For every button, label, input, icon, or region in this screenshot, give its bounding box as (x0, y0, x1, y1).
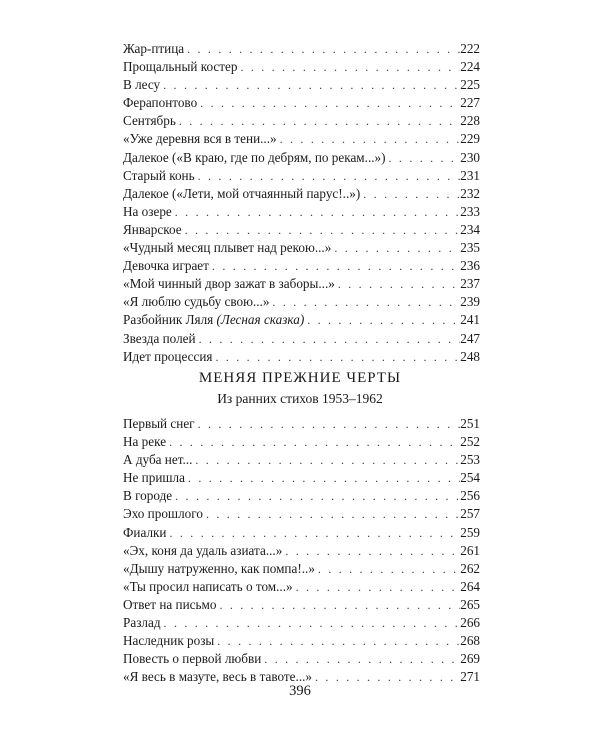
toc-entry-title-text: Разбойник Ляля (123, 312, 214, 328)
toc-dot-leader (179, 112, 460, 130)
toc-entry-title-text: Старый конь (123, 167, 195, 183)
toc-entry-title-text: «Мой чинный двор зажат в заборы...» (123, 276, 335, 292)
toc-entry (123, 433, 480, 451)
toc-entry-title (123, 94, 200, 112)
toc-entry-title-text: Далекое («В краю, где по дебрям, по рекам...») (123, 149, 386, 165)
toc-entry-page: 265 (460, 596, 480, 612)
toc-entry-title-text: Далекое («Лети, мой отчаянный парус!..») (123, 185, 361, 201)
toc-entry-title (123, 578, 296, 596)
toc-entry (123, 614, 480, 632)
toc-dot-leader (272, 293, 460, 311)
toc-entry-title (123, 415, 198, 433)
toc-dot-leader (199, 330, 461, 348)
toc-dot-leader (195, 451, 460, 469)
toc-entry-page: 231 (460, 167, 480, 183)
toc-entry-title (123, 650, 264, 668)
toc-entry-title-text: Эхо прошлого (123, 506, 203, 522)
toc-entry-title (123, 311, 307, 329)
toc-list-part2 (123, 415, 480, 686)
toc-entry-page: 251 (460, 416, 480, 431)
toc-entry-title-text: Прощальный костер (123, 59, 238, 75)
toc-entry (123, 293, 480, 311)
toc-entry-title-text: На реке (123, 434, 167, 450)
toc-entry-title-text: Первый снег (123, 416, 195, 431)
toc-entry-page: 256 (460, 488, 480, 504)
toc-entry-page: 261 (460, 542, 480, 558)
toc-entry (123, 94, 480, 112)
toc-dot-leader (280, 130, 461, 148)
toc-entry-title-text: Повесть о первой любви (123, 651, 262, 667)
toc-entry (123, 348, 480, 366)
toc-entry-page: 252 (460, 434, 480, 450)
toc-entry-title (123, 149, 389, 167)
toc-entry (123, 632, 480, 650)
toc-entry (123, 167, 480, 185)
toc-entry-title (123, 239, 334, 257)
toc-entry-title (123, 614, 164, 632)
toc-entry-title (123, 40, 187, 58)
toc-entry-page: 228 (460, 113, 480, 129)
toc-entry (123, 650, 480, 668)
section-subtitle: Из ранних стихов 1953–1962 (217, 391, 383, 406)
toc-entry-page: 259 (460, 524, 480, 540)
toc-entry-title-text: «Дышу натруженно, как помпа!..» (123, 560, 315, 576)
toc-entry-title (123, 560, 318, 578)
toc-entry (123, 311, 480, 329)
page-number: 396 (289, 683, 311, 699)
toc-dot-leader (175, 203, 460, 221)
toc-dot-leader (163, 76, 460, 94)
toc-entry-page: 269 (460, 651, 480, 667)
toc-entry-page: 227 (460, 95, 480, 111)
toc-entry (123, 130, 480, 148)
toc-dot-leader (217, 632, 460, 650)
toc-entry-title-text: Идет процессия (123, 348, 213, 364)
toc-entry (123, 275, 480, 293)
toc-dot-leader (206, 505, 460, 523)
toc-entry-title (123, 76, 163, 94)
toc-dot-leader (285, 542, 460, 560)
toc-entry (123, 542, 480, 560)
toc-entry-title (123, 221, 185, 239)
toc-entry-title-text: «Чудный месяц плывет над рекою...» (123, 240, 332, 256)
toc-entry-title (123, 185, 363, 203)
toc-entry-title-text: Девочка играет (123, 258, 209, 274)
toc-dot-leader (363, 185, 460, 203)
toc-entry-title-text: Звезда полей (123, 330, 196, 346)
toc-entry-title-text: Ответ на письмо (123, 596, 217, 612)
section-title: МЕНЯЯ ПРЕЖНИЕ ЧЕРТЫ (198, 370, 402, 386)
toc-entry-page: 248 (460, 348, 480, 364)
toc-entry-title (123, 130, 280, 148)
toc-dot-leader (215, 348, 460, 366)
toc-entry-title (123, 330, 199, 348)
toc-list-part1 (123, 40, 480, 366)
toc-dot-leader (200, 94, 460, 112)
toc-entry (123, 76, 480, 94)
toc-entry (123, 221, 480, 239)
toc-entry-title-text: Не пришла (123, 470, 185, 486)
toc-entry-title (123, 433, 169, 451)
toc-entry (123, 112, 480, 130)
toc-entry (123, 257, 480, 275)
toc-entry-title-text: «Я весь в мазуте, весь в тавоте...» (123, 669, 313, 685)
toc-entry-page: 229 (460, 131, 480, 147)
toc-dot-leader (170, 524, 461, 542)
toc-entry-title (123, 469, 188, 487)
toc-dot-leader (240, 58, 460, 76)
toc-dot-leader (169, 433, 460, 451)
toc-entry (123, 487, 480, 505)
toc-dot-leader (188, 469, 460, 487)
toc-dot-leader (175, 487, 460, 505)
toc-entry (123, 596, 480, 614)
toc-entry-page: 264 (460, 578, 480, 594)
toc-entry (123, 239, 480, 257)
toc-dot-leader (164, 614, 461, 632)
toc-dot-leader (212, 257, 460, 275)
toc-entry-page: 254 (460, 470, 480, 486)
toc-entry (123, 505, 480, 523)
toc-entry-title (123, 167, 198, 185)
toc-entry-page: 239 (460, 294, 480, 310)
toc-entry (123, 330, 480, 348)
toc-entry-title-text: Фиалки (123, 524, 167, 540)
toc-entry-title (123, 505, 206, 523)
toc-entry (123, 451, 480, 469)
toc-entry-page: 232 (460, 185, 480, 201)
toc-dot-leader (198, 167, 461, 185)
toc-entry-title-text: Наследник розы (123, 633, 215, 649)
toc-entry (123, 185, 480, 203)
toc-entry-title-text: «Я люблю судьбу свою...» (123, 294, 270, 310)
toc-entry-page: 271 (460, 669, 480, 685)
toc-entry-title (123, 348, 215, 366)
toc-entry (123, 203, 480, 221)
toc-dot-leader (334, 239, 460, 257)
toc-entry-title (123, 524, 170, 542)
toc-dot-leader (318, 560, 460, 578)
toc-entry (123, 40, 480, 58)
toc-dot-leader (185, 221, 461, 239)
toc-entry-page: 230 (460, 149, 480, 165)
toc-dot-leader (389, 149, 461, 167)
toc-entry-page: 253 (460, 452, 480, 468)
toc-entry-title-italic: (Лесная сказка) (216, 312, 305, 328)
toc-entry-title-text: Январское (123, 221, 182, 237)
toc-entry-title-text: А дуба нет... (123, 452, 193, 468)
toc-entry-title-text: «Уже деревня вся в тени...» (123, 131, 277, 147)
toc-entry-page: 236 (460, 258, 480, 274)
toc-entry-title (123, 451, 195, 469)
toc-entry-page: 241 (460, 312, 480, 328)
toc-entry-title (123, 112, 179, 130)
toc-entry-page: 235 (460, 240, 480, 256)
toc-entry-page: 233 (460, 203, 480, 219)
toc-dot-leader (187, 40, 460, 58)
toc-entry-page: 247 (460, 330, 480, 346)
toc-entry-title-text: «Ты просил написать о том...» (123, 578, 293, 594)
toc-entry-title-text: Ферапонтово (123, 95, 198, 111)
toc-entry (123, 524, 480, 542)
toc-dot-leader (198, 415, 461, 433)
toc-entry-page: 237 (460, 276, 480, 292)
toc-entry-page: 257 (460, 506, 480, 522)
toc-entry-title (123, 293, 272, 311)
toc-entry-title-text: Разлад (123, 615, 161, 631)
toc-entry-page: 222 (460, 41, 480, 56)
toc-entry-title-text: В городе (123, 488, 173, 504)
toc-entry (123, 560, 480, 578)
toc-entry-title (123, 257, 212, 275)
toc-entry-page: 234 (460, 221, 480, 237)
toc-entry-title-text: На озере (123, 203, 172, 219)
toc-entry-page: 262 (460, 560, 480, 576)
toc-entry-title (123, 487, 175, 505)
toc-entry (123, 415, 480, 433)
toc-entry-title (123, 596, 219, 614)
toc-entry-title-text: В лесу (123, 77, 161, 93)
toc-entry-page: 224 (460, 59, 480, 75)
toc-entry (123, 58, 480, 76)
toc-entry-title-text: Жар-птица (123, 41, 185, 56)
toc-entry (123, 469, 480, 487)
toc-dot-leader (264, 650, 460, 668)
toc-entry-title (123, 275, 338, 293)
toc-entry-title-text: «Эх, коня да удаль азиата...» (123, 542, 283, 558)
toc-entry (123, 578, 480, 596)
toc-dot-leader (296, 578, 461, 596)
toc-entry-title (123, 58, 240, 76)
toc-dot-leader (307, 311, 460, 329)
toc-entry-title (123, 203, 175, 221)
toc-entry-title-text: Сентябрь (123, 113, 176, 129)
toc-entry-title (123, 632, 217, 650)
toc-entry (123, 149, 480, 167)
toc-dot-leader (219, 596, 460, 614)
toc-entry-page: 268 (460, 633, 480, 649)
toc-dot-leader (338, 275, 460, 293)
toc-entry-title (123, 542, 285, 560)
toc-entry-page: 225 (460, 77, 480, 93)
toc-entry-page: 266 (460, 615, 480, 631)
